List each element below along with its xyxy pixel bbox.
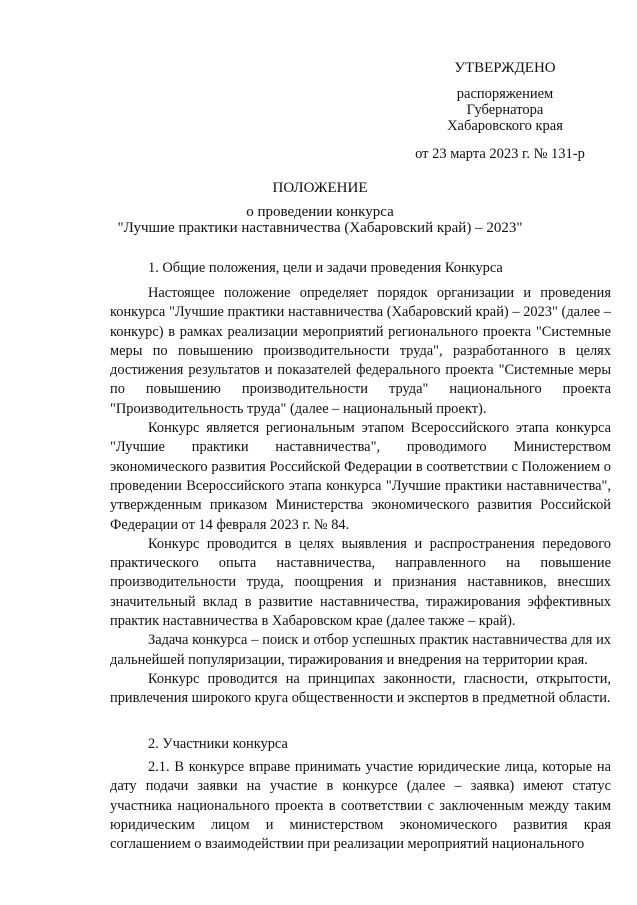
approval-line: распоряжением bbox=[456, 86, 554, 102]
section-heading: 2. Участники конкурса bbox=[148, 736, 288, 752]
approval-date: от 23 марта 2023 г. № 131-р bbox=[415, 146, 585, 162]
approval-line: Хабаровского края bbox=[447, 118, 563, 134]
paragraph: 2.1. В конкурсе вправе принимать участие юридические лица, которые на дату подачи заявки на участие в конкурсе (далее – заявка) имеют статус участника национального проекта в соответствии с заключенным между таким юридическим лицом и министерством экономического развития края соглашением о взаимодействии при реализации мероприятий национального bbox=[110, 759, 611, 853]
paragraph: Настоящее положение определяет порядок организации и проведения конкурса "Лучшие практики наставничества (Хабаровский край) – 2023" (далее – конкурс) в рамках реализации мероприятий регионального проекта "Системные меры по повышению производительности труда", разработанного в целях достижения результатов и показателей федерального проекта "Системные меры по повышению производительности труда" национального проекта "Производительность труда" (далее – национальный проект). bbox=[110, 285, 611, 417]
approval-stamp bbox=[400, 60, 610, 162]
title-main: ПОЛОЖЕНИЕ bbox=[272, 180, 368, 196]
document-title bbox=[80, 180, 560, 236]
section-2-body bbox=[110, 758, 611, 854]
section-1-body bbox=[110, 284, 611, 709]
paragraph: Конкурс проводится в целях выявления и распространения передового практического опыта наставничества, направленного на повышение производительности труда, поощрения и признания наставников, внесших значительный вклад в развитие наставничества, тиражирования эффективных практик наставничества в Хабаровском крае (далее также – край). bbox=[110, 535, 611, 630]
approval-heading: УТВЕРЖДЕНО bbox=[454, 60, 556, 76]
title-line: "Лучшие практики наставничества (Хабаровский край) – 2023" bbox=[117, 220, 523, 236]
section-heading: 1. Общие положения, цели и задачи проведения Конкурса bbox=[148, 260, 503, 276]
approval-line: Губернатора bbox=[466, 102, 544, 118]
title-line: о проведении конкурса bbox=[246, 204, 394, 220]
paragraph: Конкурс является региональным этапом Всероссийского этапа конкурса "Лучшие практики наставничества", проводимого Министерством экономического развития Российской Федерации в соответствии с Положением о проведении Всероссийского этапа конкурса "Лучшие практики наставничества", утвержденным приказом Министерства экономического развития Российской Федерации от 14 февраля 2023 г. № 84. bbox=[110, 420, 611, 533]
paragraph: Задача конкурса – поиск и отбор успешных практик наставничества для их дальнейшей популяризации, тиражирования и внедрения на территории края. bbox=[110, 632, 611, 668]
paragraph: Конкурс проводится на принципах законности, гласности, открытости, привлечения широкого круга общественности и экспертов в предметной области. bbox=[110, 670, 611, 707]
